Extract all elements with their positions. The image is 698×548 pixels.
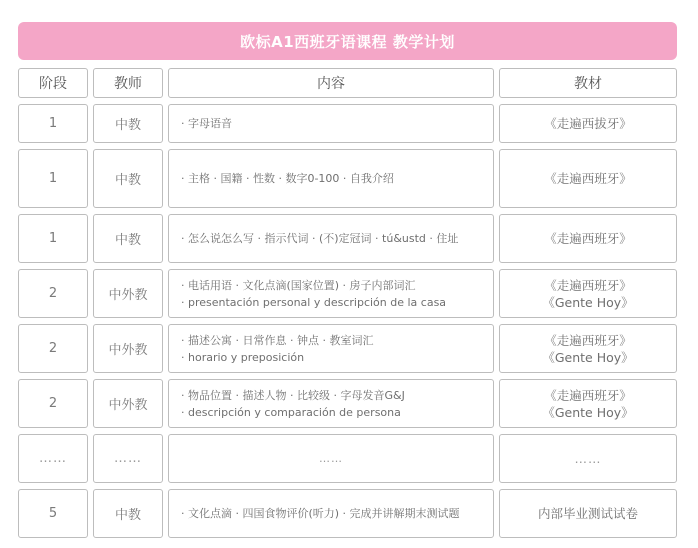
content-cell <box>168 434 494 483</box>
textbook-line: 《走遍西班牙》 <box>544 277 632 293</box>
textbook-cell <box>499 434 677 483</box>
textbook-line: 《Gente Hoy》 <box>542 404 634 420</box>
stage-cell: 1 <box>18 149 88 208</box>
textbook-cell <box>499 214 677 263</box>
stage-cell: 5 <box>18 489 88 538</box>
content-line: · 怎么说怎么写 · 指示代词 · (不)定冠词 · tú&ustd · 住址 <box>181 232 459 245</box>
textbook-cell <box>499 324 677 373</box>
stage-cell: 2 <box>18 379 88 428</box>
header-textbook: 教材 <box>499 68 677 98</box>
plan-title: 欧标A1西班牙语课程 教学计划 <box>240 32 455 51</box>
content-cell <box>168 324 494 373</box>
textbook-line: 《走遍西拔牙》 <box>544 116 632 131</box>
textbook-line: 《Gente Hoy》 <box>542 349 634 365</box>
textbook-cell <box>499 269 677 318</box>
stage-cell: 1 <box>18 214 88 263</box>
content-line: · 字母语音 <box>181 117 232 130</box>
content-line: …… <box>319 452 343 465</box>
content-cell <box>168 379 494 428</box>
header-stage: 阶段 <box>18 68 88 98</box>
textbook-line: 《走遍西班牙》 <box>544 387 632 403</box>
content-cell <box>168 269 494 318</box>
plan-title-banner <box>18 22 677 60</box>
teacher-cell: 中外教 <box>93 379 163 428</box>
content-line: · horario y preposición <box>181 350 305 364</box>
content-line: · 主格 · 国籍 · 性数 · 数字0-100 · 自我介绍 <box>181 172 394 185</box>
content-line: · 物品位置 · 描述人物 · 比较级 · 字母发音G&J <box>181 388 405 402</box>
content-line: · 描述公寓 · 日常作息 · 钟点 · 教室词汇 <box>181 333 374 347</box>
textbook-line: 《走遍西班牙》 <box>544 231 632 246</box>
content-cell <box>168 104 494 143</box>
content-cell <box>168 149 494 208</box>
header-content: 内容 <box>168 68 494 98</box>
textbook-line: 《Gente Hoy》 <box>542 294 634 310</box>
stage-cell: 2 <box>18 269 88 318</box>
textbook-line: …… <box>574 451 602 466</box>
textbook-line: 《走遍西班牙》 <box>544 171 632 186</box>
textbook-cell <box>499 149 677 208</box>
stage-cell: 2 <box>18 324 88 373</box>
teacher-cell: 中教 <box>93 489 163 538</box>
header-teacher: 教师 <box>93 68 163 98</box>
textbook-cell <box>499 379 677 428</box>
stage-cell: 1 <box>18 104 88 143</box>
teacher-cell: 中外教 <box>93 324 163 373</box>
content-line: · 电话用语 · 文化点滴(国家位置) · 房子内部词汇 <box>181 278 416 292</box>
content-line: · 文化点滴 · 四国食物评价(听力) · 完成并讲解期末测试题 <box>181 507 460 520</box>
teacher-cell: 中教 <box>93 149 163 208</box>
content-line: · presentación personal y descripción de la casa <box>181 295 447 309</box>
content-line: · descripción y comparación de persona <box>181 405 401 419</box>
content-cell <box>168 489 494 538</box>
textbook-cell <box>499 489 677 538</box>
textbook-cell <box>499 104 677 143</box>
content-cell <box>168 214 494 263</box>
teacher-cell: 中外教 <box>93 269 163 318</box>
teacher-cell: 中教 <box>93 214 163 263</box>
teacher-cell: …… <box>93 434 163 483</box>
textbook-line: 《走遍西班牙》 <box>544 332 632 348</box>
textbook-line: 内部毕业测试试卷 <box>537 506 638 521</box>
stage-cell: …… <box>18 434 88 483</box>
teacher-cell: 中教 <box>93 104 163 143</box>
